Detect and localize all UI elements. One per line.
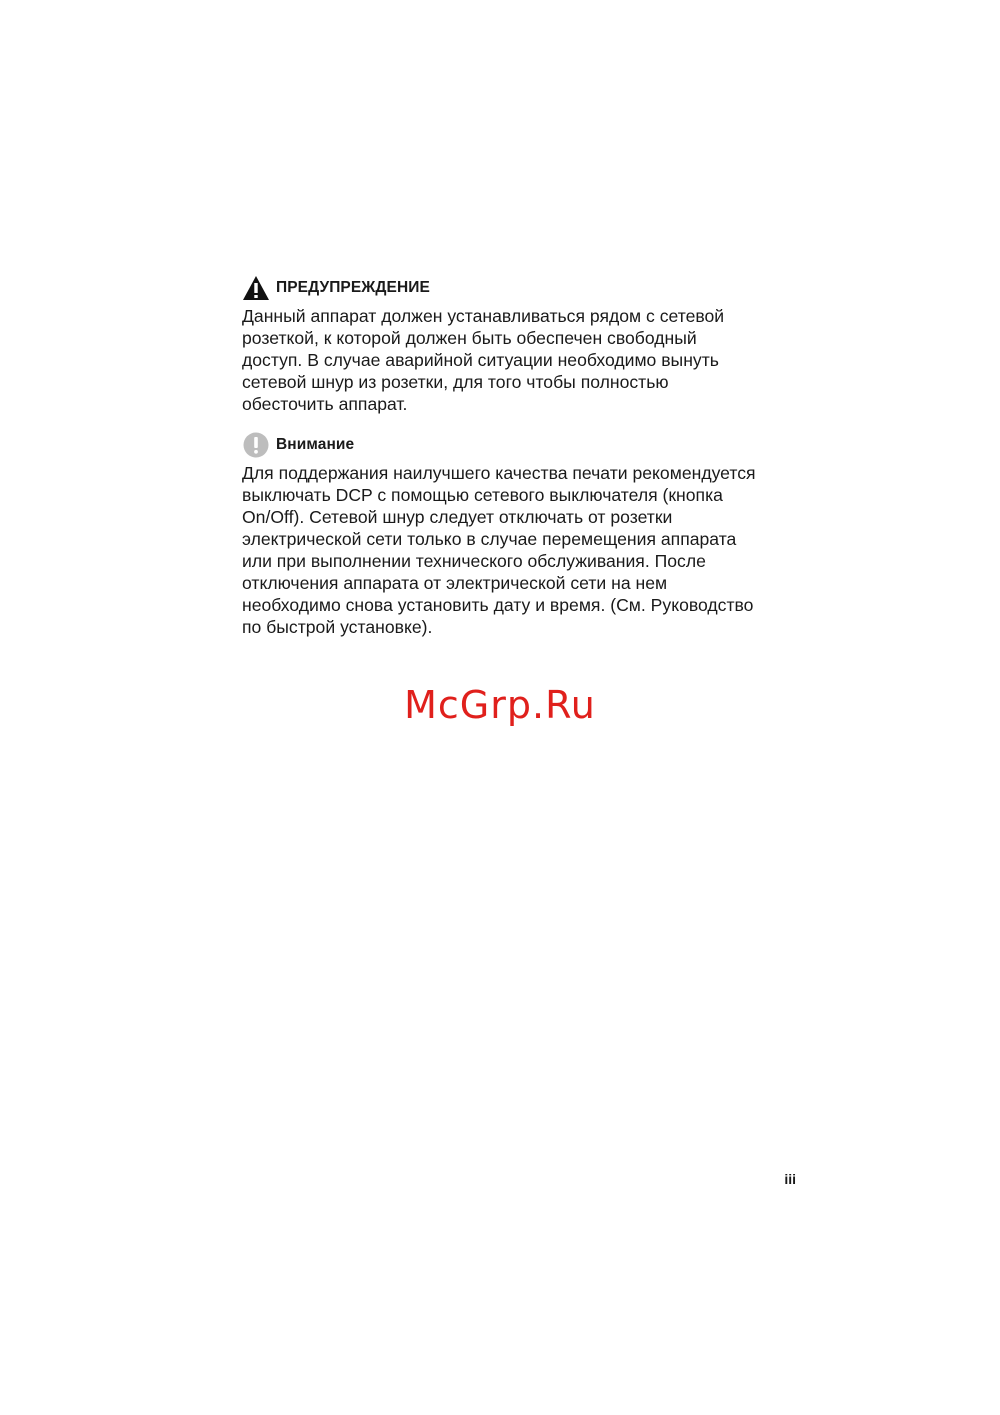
caution-line: Для поддержания наилучшего качества печати рекомендуется <box>242 463 756 483</box>
caution-line: или при выполнении технического обслуживания. После <box>242 551 706 571</box>
warning-line: сетевой шнур из розетки, для того чтобы полностью <box>242 372 669 392</box>
warning-line: розеткой, к которой должен быть обеспечен свободный <box>242 328 697 348</box>
caution-line: выключать DCP с помощью сетевого выключателя (кнопка <box>242 485 723 505</box>
caution-body <box>242 462 812 638</box>
caution-heading <box>242 432 812 458</box>
warning-line: обесточить аппарат. <box>242 394 408 414</box>
warning-section <box>242 275 812 415</box>
warning-line: Данный аппарат должен устанавливаться рядом с сетевой <box>242 306 725 326</box>
caution-line: необходимо снова установить дату и время. (См. Руководство <box>242 595 754 615</box>
caution-line: On/Off). Сетевой шнур следует отключать от розетки <box>242 507 673 527</box>
caution-line: по быстрой установке). <box>242 617 433 637</box>
watermark: McGrp.Ru <box>404 683 596 727</box>
warning-title: ПРЕДУПРЕЖДЕНИЕ <box>276 279 430 296</box>
warning-line: доступ. В случае аварийной ситуации необходимо вынуть <box>242 350 719 370</box>
warning-triangle-icon <box>242 275 270 301</box>
warning-heading <box>242 275 812 301</box>
caution-title: Внимание <box>276 436 355 453</box>
caution-section <box>242 432 812 638</box>
warning-body <box>242 305 812 415</box>
exclamation-circle-icon <box>242 432 270 458</box>
page-number: iii <box>784 1171 796 1187</box>
caution-line: отключения аппарата от электрической сети на нем <box>242 573 668 593</box>
caution-line: электрической сети только в случае перемещения аппарата <box>242 529 737 549</box>
